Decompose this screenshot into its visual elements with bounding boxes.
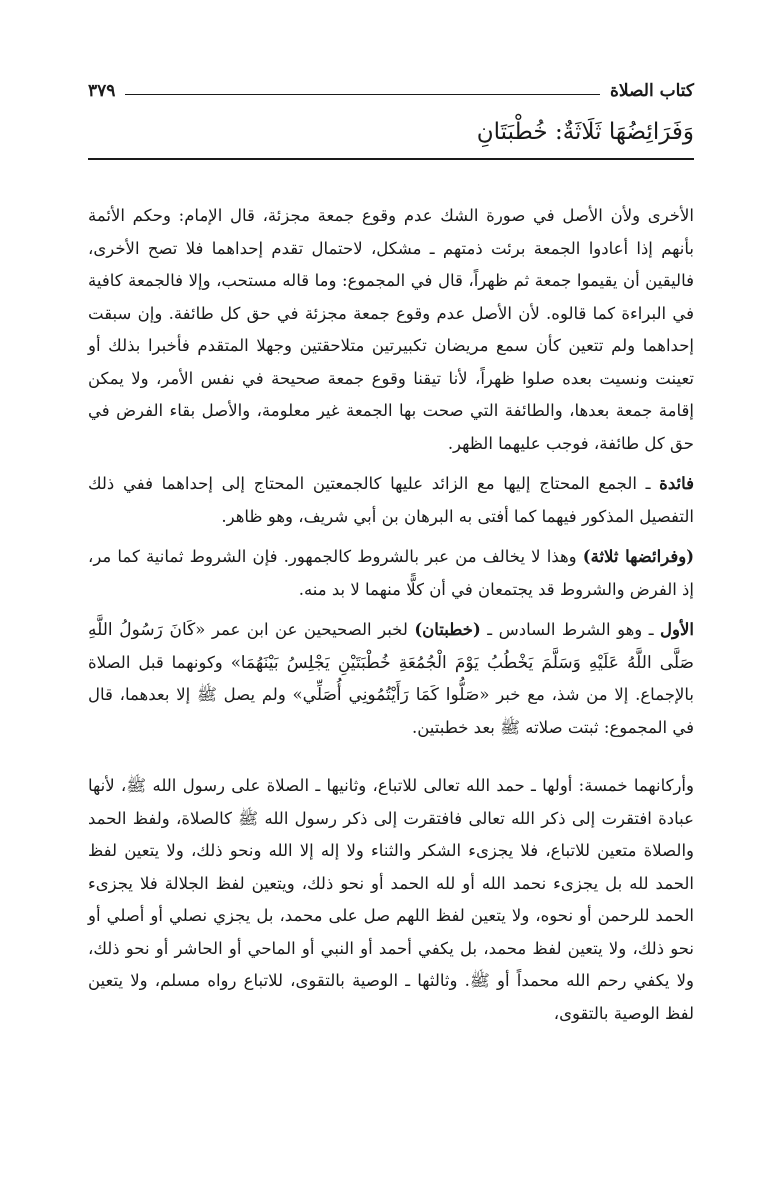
spacer [88,744,694,770]
paragraph-text: » وكونهما قبل الصلاة بالإجماع. إلا من شذ، مع خبر « [88,652,694,704]
paragraph-text: الأخرى ولأن الأصل في صورة الشك عدم وقوع جمعة مجزئة، قال الإمام: وحكم الأئمة بأنهم إذا أعادوا الجمعة برئت ذمتهم ـ مشكل، لاحتمال تقدم إحداهما فلا تصح الأخرى، فاليقين أن يقيموا جمعة ثم ظهراً، قال في المجموع: وما قاله مستحب، وإلا فالجمعة كافية في البراءة كما قالوه. لأن الأصل عدم وقوع جمعة مجزئة في حق كل طائفة. وإن سبقت إحداهما ولم تتعين كأن سمع مريضان تكبيرتين متلاحقتين وجهلا المتقدم فأخبرا بذلك أو تعينت ونسيت بعده صلوا ظهراً، لأنا تيقنا وقوع جمعة صحيحة في نفس الأمر، ولا يمكن إقامة جمعة بعدها، والطائفة التي صحت بها الجمعة غير معلومة، والأصل بقاء الفرض في حق كل طائفة، فوجب عليهما الظهر. [88,206,694,453]
paragraph-lead: (وفرائضها ثلاثة) [582,547,695,566]
running-header [88,78,694,104]
paragraph-lead-khutbatan: (خطبتان) [414,620,481,639]
paragraph-3 [88,541,694,606]
spacer [88,606,694,614]
matn-text: وَفَرَائِضُهَا ثَلَاثَةٌ: خُطْبَتَانِ [476,119,694,145]
paragraph-4 [88,614,694,744]
paragraph-text: » ولم يصل ﷺ إلا بعدهما، قال في المجموع: ثبتت صلاته ﷺ بعد خطبتين. [88,685,694,737]
paragraph-text: ـ وهو الشرط السادس ـ [480,620,661,639]
paragraph-lead: الأول [660,620,694,639]
spacer [88,460,694,468]
book-title: كتاب الصلاة [609,81,694,101]
spacer [88,533,694,541]
hadith-quote: صَلُّوا كَمَا رَأَيْتُمُونِي أُصَلِّي [302,685,480,705]
paragraph-2 [88,468,694,533]
paragraph-1 [88,200,694,460]
paragraph-text: لخبر الصحيحين عن ابن عمر « [195,620,415,639]
hadith-quote: كَانَ رَسُولُ اللَّهِ صَلَّى اللَّهُ عَلَيْهِ وَسَلَّمَ يَخْطُبُ يَوْمَ الْجُمُعَةِ خُطْبَتَيْنِ يَجْلِسُ بَيْنَهُمَا [88,620,694,673]
page-number: ٣٧٩ [88,81,116,101]
commentary-body [88,200,694,1030]
paragraph-text: ـ الجمع المحتاج إليها مع الزائد عليها كالجمعتين المحتاج إلى إحداهما ففي ذلك التفصيل المذكور فيهما كما أفتى به البرهان بن أبي شريف، وهو ظاهر. [88,474,694,526]
paragraph-5 [88,770,694,1030]
paragraph-text: وأركانهما خمسة: أولها ـ حمد الله تعالى للاتباع، وثانيها ـ الصلاة على رسول الله ﷺ، لأنها عبادة افتقرت إلى ذكر الله تعالى فافتقرت إلى ذكر رسول الله ﷺ كالصلاة، ولفظ الحمد والصلاة متعين للاتباع، فلا يجزىء الشكر والثناء ولا إله إلا الله ونحو ذلك، ولا يتعين لفظ الحمد لله بل يجزىء نحمد الله أو لله الحمد أو نحو ذلك، ويتعين لفظ الجلالة فلا يجزىء الحمد للرحمن أو نحوه، ولا يتعين لفظ اللهم صل على محمد، بل يجزي نصلي أو أصلي أو نحو ذلك، ولا يتعين لفظ محمد، بل يكفي أحمد أو النبي أو الماحي أو الحاشر أو نحو ذلك، ولا يكفي رحم الله محمداً أو ﷺ. وثالثها ـ الوصية بالتقوى، للاتباع رواه مسلم، ولا يتعين لفظ الوصية بالتقوى، [88,776,694,1023]
paragraph-text: وهذا لا يخالف من عبر بالشروط كالجمهور. فإن الشروط ثمانية كما مر، إذ الفرض والشروط قد يجتمعان في أن كلًّا منهما لا بد منه. [88,547,694,599]
matn-divider [88,158,694,160]
paragraph-lead: فائدة [659,474,694,493]
header-rule [125,94,600,95]
